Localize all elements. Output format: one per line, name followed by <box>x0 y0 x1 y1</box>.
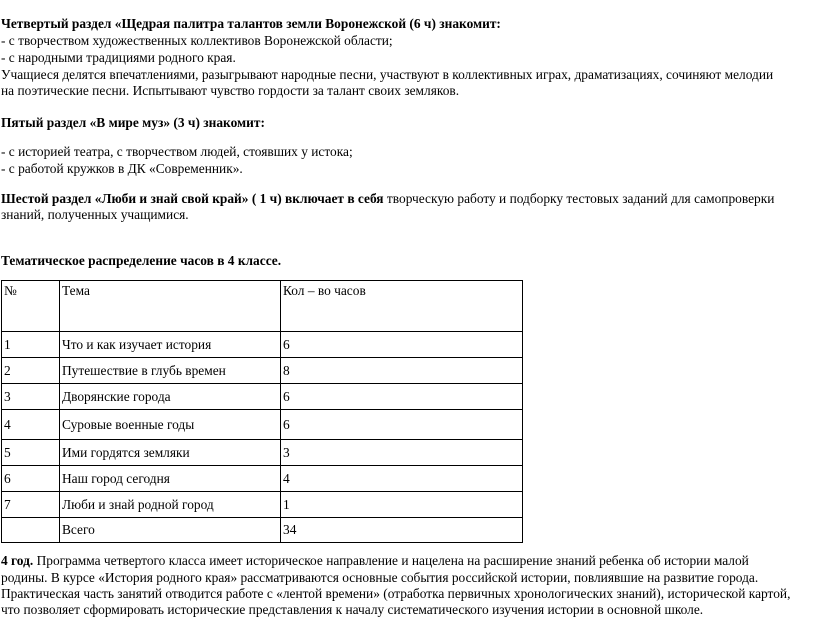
row-topic: Дворянские города <box>60 384 281 410</box>
table-row <box>2 358 523 384</box>
total-number-cell <box>2 518 60 543</box>
grade4-line-2: родины. В курсе «История родного края» рассматриваются основные события российской истории, повлиявшие на развитие города. <box>1 570 759 585</box>
section6-line-2: знаний, полученных учащимися. <box>1 207 189 222</box>
row-topic: Путешествие в глубь времен <box>60 358 281 384</box>
section4-paragraph-line-2: на поэтические песни. Испытывают чувство гордости за талант своих земляков. <box>1 83 460 98</box>
section4-paragraph-line-1: Учащиеся делятся впечатлениями, разыгрывают народные песни, участвуют в коллективных играх, драматизациях, сочиняют мелодии <box>1 67 774 82</box>
table-row <box>2 332 523 358</box>
row-hours: 6 <box>281 410 523 440</box>
row-number: 7 <box>2 492 60 518</box>
row-number: 1 <box>2 332 60 358</box>
grade4-line-1 <box>1 552 749 570</box>
table-row <box>2 384 523 410</box>
section4-heading: Четвертый раздел «Щедрая палитра талантов земли Воронежской (6 ч) знакомит: <box>1 16 501 31</box>
row-topic: Наш город сегодня <box>60 466 281 492</box>
section5-item-2: - с работой кружков в ДК «Современник». <box>1 161 243 176</box>
total-label: Всего <box>60 518 281 543</box>
table-header-row <box>2 281 523 332</box>
row-topic: Ими гордятся земляки <box>60 440 281 466</box>
table-row <box>2 410 523 440</box>
grade4-line-4: что позволяет сформировать исторические представления к началу систематического изучения истории в основной школе. <box>1 602 704 617</box>
row-topic: Люби и знай родной город <box>60 492 281 518</box>
row-topic: Суровые военные годы <box>60 410 281 440</box>
section5-heading: Пятый раздел «В мире муз» (3 ч) знакомит: <box>1 115 265 130</box>
row-hours: 1 <box>281 492 523 518</box>
grade4-line-3: Практическая часть занятий отводится работе с «лентой времени» (отработка первичных хронологических знаний), исторической картой, <box>1 586 791 601</box>
row-hours: 6 <box>281 384 523 410</box>
section4-item-1: - с творчеством художественных коллективов Воронежской области; <box>1 33 393 48</box>
header-hours: Кол – во часов <box>281 281 523 332</box>
header-number: № <box>2 281 60 332</box>
header-topic: Тема <box>60 281 281 332</box>
row-hours: 3 <box>281 440 523 466</box>
total-value: 34 <box>281 518 523 543</box>
table-caption: Тематическое распределение часов в 4 классе. <box>1 253 282 268</box>
section6-rest-part: творческую работу и подборку тестовых заданий для самопроверки <box>383 191 775 206</box>
section4-item-2: - с народными традициями родного края. <box>1 50 236 65</box>
row-hours: 6 <box>281 332 523 358</box>
table-total-row <box>2 518 523 543</box>
row-number: 6 <box>2 466 60 492</box>
table-row <box>2 466 523 492</box>
row-hours: 8 <box>281 358 523 384</box>
section5-item-1: - с историей театра, с творчеством людей, стоявших у истока; <box>1 144 353 159</box>
row-hours: 4 <box>281 466 523 492</box>
row-number: 4 <box>2 410 60 440</box>
row-number: 2 <box>2 358 60 384</box>
table-row <box>2 492 523 518</box>
row-number: 3 <box>2 384 60 410</box>
row-topic: Что и как изучает история <box>60 332 281 358</box>
row-number: 5 <box>2 440 60 466</box>
section6-bold-part: Шестой раздел «Люби и знай свой край» ( 1 ч) включает в себя <box>1 191 384 206</box>
grade4-line-1-rest: Программа четвертого класса имеет историческое направление и нацелена на расширение знаний ребенка об истории малой <box>33 553 749 568</box>
grade4-bold-part: 4 год. <box>1 553 34 568</box>
hours-table <box>1 280 523 543</box>
table-row <box>2 440 523 466</box>
